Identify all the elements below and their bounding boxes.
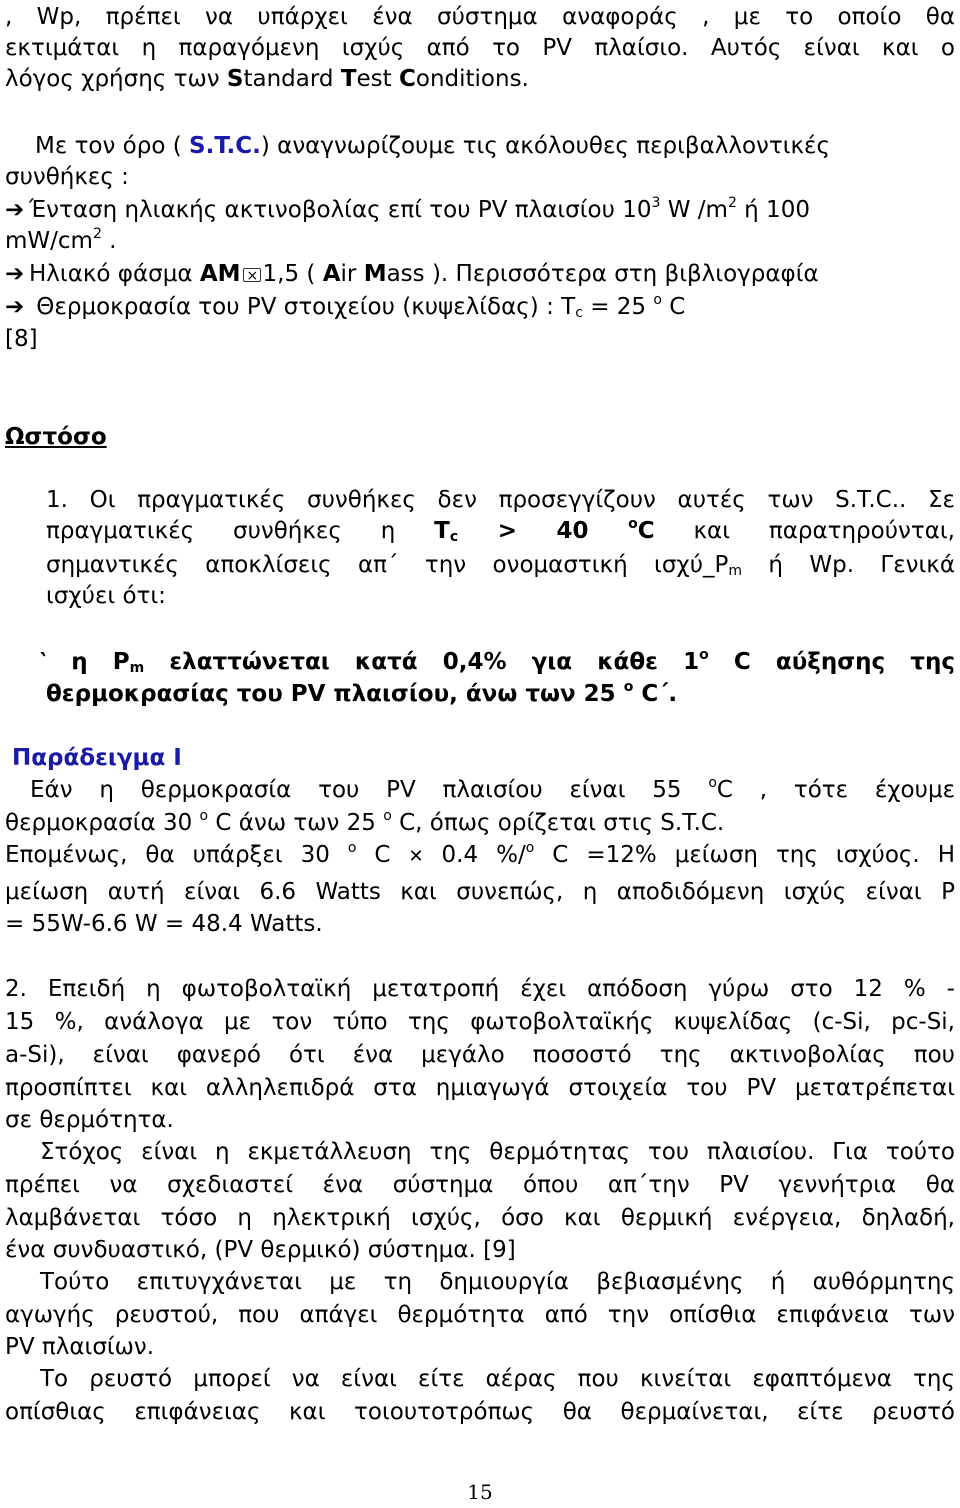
bullet-item: ➔ Ένταση ηλιακής ακτινοβολίας επί του PV πλαισίου $10^3$ W $/m^2$ ή 100 xyxy=(5,195,810,223)
text-line: Τούτο επιτυγχάνεται με τη δημιουργία βεβιασμένης ή αυθόρμητης xyxy=(40,1269,955,1295)
page-number: 15 xyxy=(467,1480,493,1504)
bullet-item: ➔ Ηλιακό φάσμα AM× 1,5 ( Air Mass ). Περισσότερα στη βιβλιογραφία xyxy=(5,259,955,289)
text-line: Επομένως, θα υπάρξει 30 $^o$ C ✕ 0.4 %/$^o$ C =12% μείωση της ισχύος. Η xyxy=(5,840,955,868)
text-line: 15 %, ανάλογα με τον τύπο της φωτοβολταϊκής κυψελίδας (c-Si, pc-Si, xyxy=(5,1009,955,1035)
citation: [8] xyxy=(5,326,38,352)
text-line: οπίσθιας επιφάνειας και τοιουτοτρόπως θα θερμαίνεται, είτε ρευστό xyxy=(5,1399,955,1425)
text-line: θερμοκρασία 30 $^o$ C άνω των 25 $^o$ C, όπως ορίζεται στις S.T.C. xyxy=(5,808,725,836)
text-line: PV πλαισίων. xyxy=(5,1334,155,1360)
text-line: λαμβάνεται τόσο η ηλεκτρική ισχύς, όσο και θερμική ενέργεια, δηλαδή, xyxy=(5,1205,955,1231)
text-line: αγωγής ρευστού, που απάγει θερμότητα από την οπίσθια επιφάνεια των xyxy=(5,1302,955,1328)
text-line: συνθήκες : xyxy=(5,164,129,190)
text-line: λόγος χρήσης των Standard Test Conditions. xyxy=(5,66,529,92)
text-line: 1. Οι πραγματικές συνθήκες δεν προσεγγίζουν αυτές των S.T.C.. Σε xyxy=(46,487,955,513)
text-line: πρέπει να σχεδιαστεί ένα σύστημα όπου απ΄την PV γεννήτρια θα xyxy=(5,1172,955,1198)
text-line: a-Si), είναι φανερό ότι ένα μεγάλο ποσοστό της ακτινοβολίας που xyxy=(5,1042,955,1068)
example-heading: Παράδειγμα Ι xyxy=(12,745,182,771)
text-line: , Wp, πρέπει να υπάρχει ένα σύστημα αναφοράς , με το οποίο θα xyxy=(5,4,955,30)
text-line: ισχύει ότι: xyxy=(46,583,166,609)
arrow-right-icon: ➔ xyxy=(5,197,25,223)
text-line: $mW/cm^2$ . xyxy=(5,226,117,254)
bullet-item: ➔ Θερμοκρασία του PV στοιχείου (κυψελίδας) : $T_c = 25$ $^o$ C xyxy=(5,292,686,321)
text-line: Με τον όρο ( S.T.C.) αναγνωρίζουμε τις ακόλουθες περιβαλλοντικές xyxy=(35,133,830,159)
highlighted-rule: θερμοκρασίας του PV πλαισίου, άνω των 25 $^o$ C΄. xyxy=(46,679,678,707)
arrow-right-icon: ➔ xyxy=(5,294,25,320)
multiply-icon: ✕ xyxy=(408,846,424,867)
highlighted-rule: ‵ η $P_m$ ελαττώνεται κατά 0,4% για κάθε 1$^o$ C αύξησης της xyxy=(40,647,955,676)
text-line: σε θερμότητα. xyxy=(5,1107,174,1133)
text-line: εκτιμάται η παραγόμενη ισχύς από το PV πλαίσιο. Αυτός είναι και ο xyxy=(5,35,955,61)
section-heading: Ωστόσο xyxy=(5,424,107,450)
text-line: Εάν η θερμοκρασία του PV πλαισίου είναι 55 $^o$C , τότε έχουμε xyxy=(30,775,956,803)
text-line: Στόχος είναι η εκμετάλλευση της θερμότητας του πλαισίου. Για τούτο xyxy=(40,1139,955,1165)
text-line: μείωση αυτή είναι 6.6 Watts και συνεπώς, η αποδιδόμενη ισχύς είναι P xyxy=(5,879,955,905)
text-line: Το ρευστό μπορεί να είναι είτε αέρας που κινείται εφαπτόμενα της xyxy=(40,1366,955,1392)
text-line: ένα συνδυαστικό, (PV θερμικό) σύστημα. [9] xyxy=(5,1237,516,1263)
text-line: σημαντικές αποκλίσεις απ΄ την ονομαστική $\iota\sigma\chi ύ\_P_m$ ή Wp. Γενικά xyxy=(46,552,955,579)
text-line: 2. Επειδή η φωτοβολταϊκή μετατροπή έχει απόδοση γύρω στο 12 % - xyxy=(5,976,955,1002)
text-line: προσπίπτει και αλληλεπιδρά στα ημιαγωγά στοιχεία του PV μετατρέπεται xyxy=(5,1075,955,1101)
arrow-right-icon: ➔ xyxy=(5,261,25,287)
text-line: πραγματικές συνθήκες η $T_c > 40$ $^o$C και παρατηρούνται, xyxy=(46,516,955,545)
text-line: = 55W-6.6 W = 48.4 Watts. xyxy=(5,911,323,937)
multiply-symbol-icon xyxy=(243,268,261,282)
